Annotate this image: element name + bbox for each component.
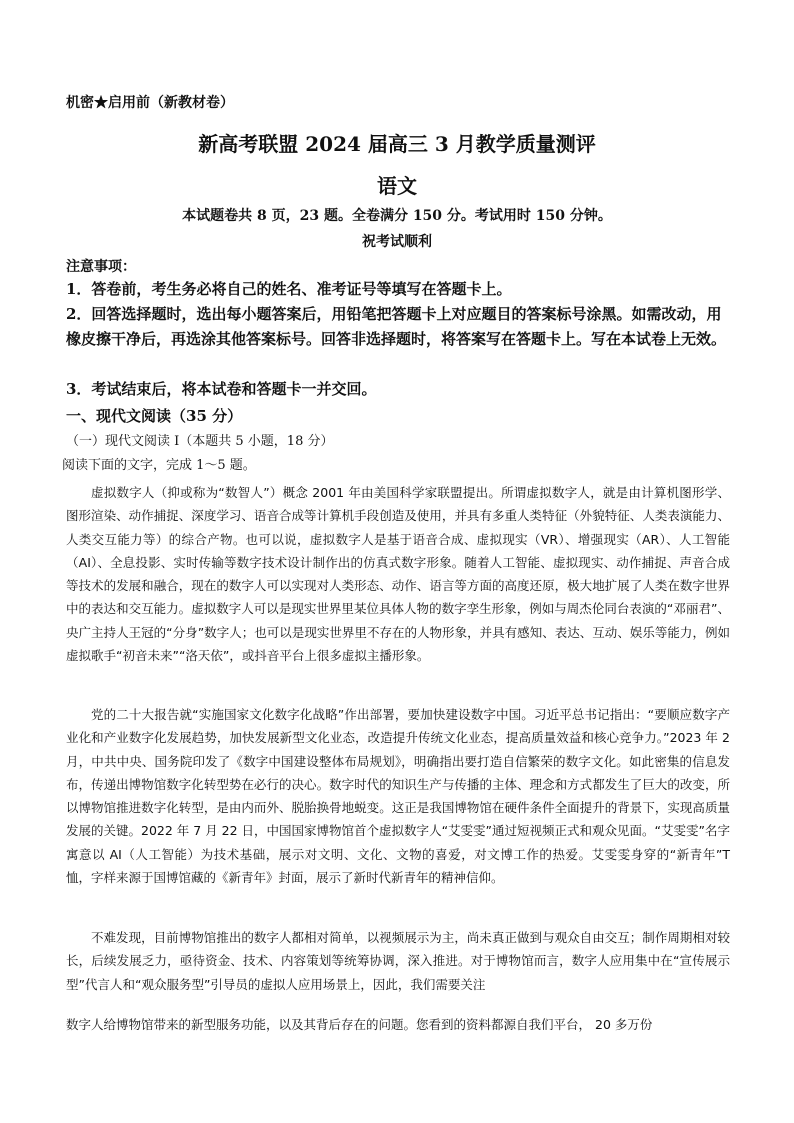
section-heading: 一、现代文阅读（35 分） bbox=[66, 407, 243, 425]
subsection-heading: （一）现代文阅读 I（本题共 5 小题，18 分） bbox=[66, 434, 334, 449]
passage-last-line-text: 数字人给博物馆带来的新型服务功能，以及其背后存在的问题。 bbox=[66, 1017, 417, 1032]
notice-item: 2．回答选择题时，选出每小题答案后，用铅笔把答题卡上对应题目的答案标号涂黑。如需改动，用橡皮擦干净后，再选涂其他答案标号。回答非选择题时，将答案写在答题卡上。写在本试卷上无效。 bbox=[66, 305, 727, 348]
confidential-label: 机密★启用前（新教材卷） bbox=[66, 95, 234, 111]
notice-item: 1．答卷前，考生务必将自己的姓名、准考证号等填写在答题卡上。 bbox=[66, 280, 512, 298]
passage-paragraph: 党的二十大报告就“实施国家文化数字化战略”作出部署，要加快建设数字中国。习近平总书记指出：“要顺应数字产业化和产业数字化发展趋势，加快发展新型文化业态，改造提升传统文化业态，提高质量效益和核心竞争力。”2023 年 2 月，中共中央、国务院印发了《数字中国建设整体布局规划》，明确指出要打造自信繁荣的数字文化。如此密集的信息发布，传递出博物馆数字化转型势在必行的决心。数字时代的知识生产与传播的主体、理念和方式都发生了巨大的改变，所以博物馆推进数字化转型，是由内而外、脱胎换骨地蜕变。这正是我国博物馆在硬件条件全面提升的背景下，实现高质量发展的关键。2022 年 7 月 22 日，中国国家博物馆首个虚拟数字人“艾雯雯”通过短视频正式和观众见面。“艾雯雯”名字寓意以 AI（人工智能）为技术基础，展示对文明、文化、文物的喜爱，对文博工作的热爱。艾雯雯身穿的“新青年”T 恤，字样来源于国博馆藏的《新青年》封面，展示了新时代新青年的精神信仰。 bbox=[66, 707, 730, 886]
exam-title: 新高考联盟 2024 届高三 3 月教学质量测评 bbox=[198, 132, 596, 156]
notice-item: 3．考试结束后，将本试卷和答题卡一并交回。 bbox=[66, 380, 377, 398]
watermark-ad-text: 您看到的资料都源自我们平台， 20 多万份 bbox=[416, 1017, 653, 1032]
passage-paragraph: 不难发现，目前博物馆推出的数字人都相对简单，以视频展示为主，尚未真正做到与观众自由交互；制作周期相对较长，后续发展乏力，亟待资金、技术、内容策划等统筹协调，深入推进。对于博物馆而言，数字人应用集中在“宣传展示型”代言人和“观众服务型”引导员的虚拟人应用场景上，因此，我们需要关注 bbox=[66, 930, 730, 992]
subject-heading: 语文 bbox=[377, 174, 417, 198]
passage-last-line bbox=[66, 1015, 730, 1033]
notice-title: 注意事项： bbox=[66, 259, 136, 275]
exam-info: 本试题卷共 8 页，23 题。全卷满分 150 分。考试用时 150 分钟。 bbox=[182, 208, 612, 224]
reading-instruction: 阅读下面的文字，完成 1～5 题。 bbox=[62, 458, 256, 473]
passage-paragraph: 虚拟数字人（抑或称为“数智人”）概念 2001 年由美国科学家联盟提出。所谓虚拟数字人，就是由计算机图形学、图形渲染、动作捕捉、深度学习、语音合成等计算机手段创造及使用，并具有多重人类特征（外貌特征、人类表演能力、人类交互能力等）的综合产物。也可以说，虚拟数字人是基于语音合成、虚拟现实（VR）、增强现实（AR）、人工智能（AI）、全息投影、实时传输等数字技术设计制作出的仿真式数字形象。随着人工智能、虚拟现实、动作捕捉、声音合成等技术的发展和融合，现在的数字人可以实现对人类形态、动作、语言等方面的高度还原，极大地扩展了人类在数字世界中的表达和交互能力。虚拟数字人可以是现实世界里某位具体人物的数字孪生形象，例如与周杰伦同台表演的“邓丽君”、央广主持人王冠的“分身”数字人；也可以是现实世界里不存在的人物形象，并具有感知、表达、互动、娱乐等能力，例如虚拟歌手“初音未来”“洛天依”，或抖音平台上很多虚拟主播形象。 bbox=[66, 485, 730, 664]
good-luck-text: 祝考试顺利 bbox=[362, 234, 432, 250]
